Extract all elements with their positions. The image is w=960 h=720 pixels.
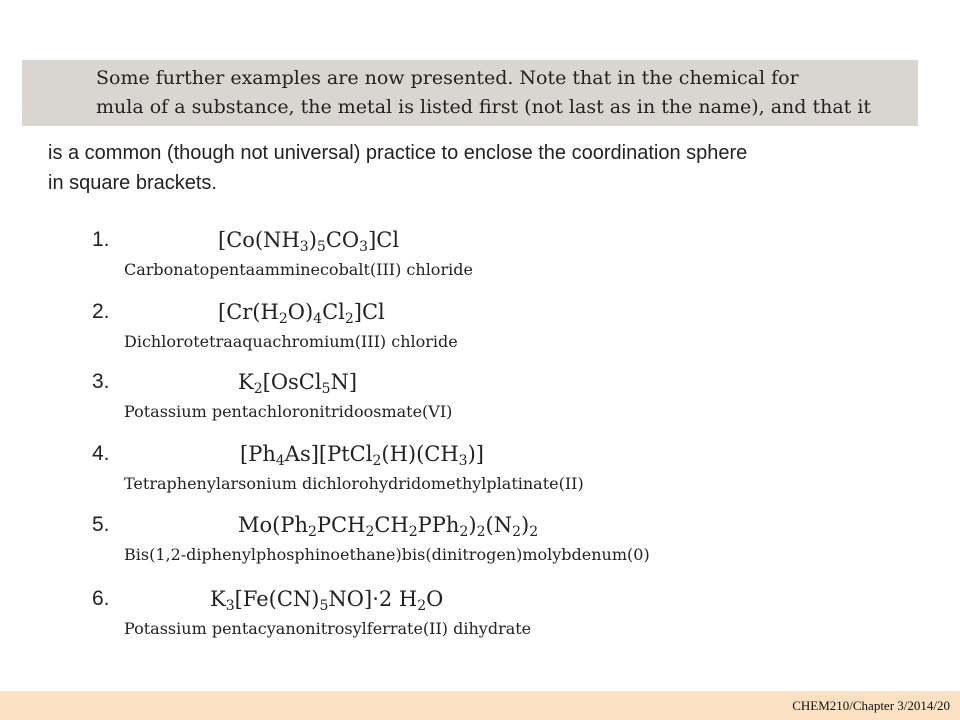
example-number: 3. [92,370,110,393]
chemical-formula: $K_2[OsCl_5N]$ [238,370,358,397]
example-number: 1. [92,228,110,251]
example-item [0,228,960,298]
scanned-text-strip [22,60,918,126]
chemical-formula: $[Ph_4As][PtCl_2(H)(CH_3)]$ [240,442,484,469]
footer-text: CHEM210/Chapter 3/2014/20 [792,698,950,713]
example-number: 6. [92,587,110,610]
chemical-formula: $Mo(Ph_2PCH_2CH_2PPh_2)_2(N_2)_2$ [238,513,539,540]
chemical-formula: $[Co(NH_3)_5CO_3]Cl$ [218,228,400,255]
compound-name: Tetraphenylarsonium dichlorohydridomethylplatinate(II) [124,474,584,493]
compound-name: Dichlorotetraaquachromium(III) chloride [124,332,458,351]
intro-line-3: is a common (though not universal) practice to enclose the coordination sphere [48,142,748,164]
footer-bar [0,691,960,720]
example-item [0,442,960,512]
chemical-formula: $[Cr(H_2O)_4Cl_2]Cl$ [218,300,385,327]
intro-line-2: mula of a substance, the metal is listed first (not last as in the name), and that it [96,96,872,118]
intro-line-4: in square brackets. [48,172,217,194]
compound-name: Potassium pentacyanonitrosylferrate(II) dihydrate [124,619,532,638]
compound-name: Bis(1,2-diphenylphosphinoethane)bis(dinitrogen)molybdenum(0) [124,545,650,564]
example-item [0,370,960,440]
example-number: 4. [92,442,110,465]
example-number: 5. [92,513,110,536]
compound-name: Carbonatopentaamminecobalt(III) chloride [124,260,473,279]
example-item [0,513,960,583]
compound-name: Potassium pentachloronitridoosmate(VI) [124,402,453,421]
intro-line-1: Some further examples are now presented. Note that in the chemical for [96,67,799,89]
example-item [0,300,960,370]
example-item [0,587,960,657]
chemical-formula: $K_3[Fe(CN)_5NO]\cdot 2$ $H_2O$ [210,587,444,614]
example-number: 2. [92,300,110,323]
